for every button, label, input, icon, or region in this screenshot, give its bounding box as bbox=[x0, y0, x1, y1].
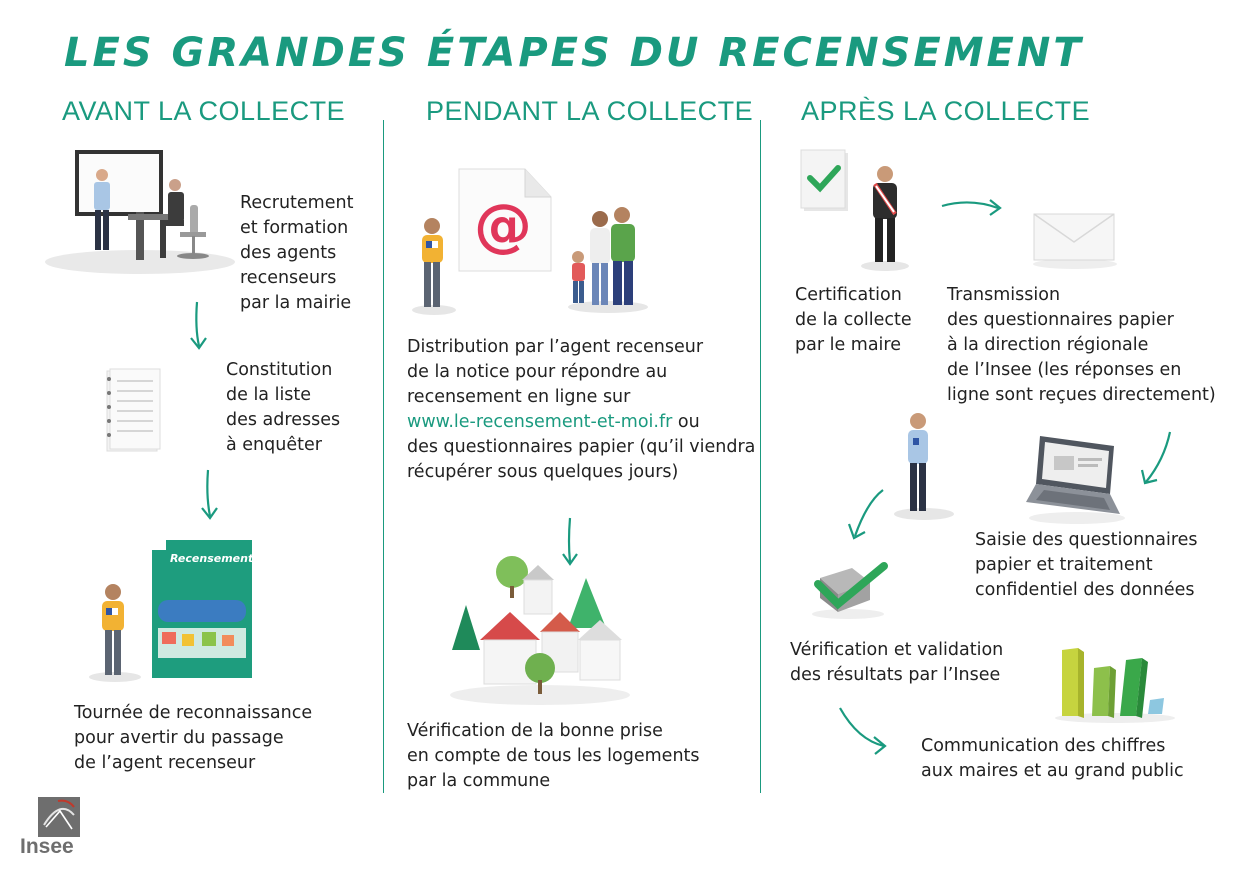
village-illustration bbox=[440, 550, 640, 710]
step-housing-check: Vérification de la bonne prise en compte de tous les logements par la commune bbox=[407, 721, 700, 791]
mayor-figure bbox=[860, 162, 910, 272]
checkmark-document-icon bbox=[800, 148, 852, 214]
census-website-link[interactable]: www.le-recensement-et-moi.fr bbox=[407, 412, 673, 432]
step-validation: Vérification et validation des résultats par l’Insee bbox=[790, 640, 1004, 685]
distribution-text: ou bbox=[672, 412, 700, 432]
poster-title: Recensement bbox=[170, 552, 254, 565]
family-figure bbox=[562, 203, 652, 313]
arrow-icon bbox=[845, 488, 887, 546]
insee-logo bbox=[18, 797, 82, 859]
step-communication: Communication des chiffres aux maires et au grand public bbox=[921, 736, 1184, 781]
step-reconnaissance: Tournée de reconnaissance pour avertir du passage de l’agent recenseur bbox=[74, 703, 313, 773]
page-title: LES GRANDES ÉTAPES DU RECENSEMENT bbox=[64, 30, 1084, 76]
arrow-icon bbox=[185, 300, 215, 355]
step-recruitment: Recrutement et formation des agents recenseurs par la mairie bbox=[240, 193, 354, 313]
column-header-during: PENDANT LA COLLECTE bbox=[426, 96, 754, 126]
validation-check-icon bbox=[808, 560, 890, 620]
envelope-icon bbox=[1030, 210, 1120, 270]
arrow-icon bbox=[838, 706, 890, 752]
step-distribution bbox=[407, 335, 755, 485]
arrow-icon bbox=[198, 468, 228, 523]
census-poster bbox=[152, 540, 252, 678]
step-address-list: Constitution de la liste des adresses à enquêter bbox=[226, 360, 341, 455]
step-certification: Certification de la collecte par le maire bbox=[795, 285, 912, 355]
column-header-after: APRÈS LA COLLECTE bbox=[801, 96, 1091, 126]
training-illustration bbox=[40, 150, 240, 275]
insee-logo-mark bbox=[38, 797, 80, 837]
column-header-before: AVANT LA COLLECTE bbox=[62, 96, 346, 126]
arrow-icon bbox=[1138, 430, 1178, 488]
svg-text:@: @ bbox=[474, 191, 532, 259]
insee-logo-text: Insee bbox=[20, 835, 74, 858]
agent-figure bbox=[410, 215, 460, 315]
distribution-text: des questionnaires papier (qu’il viendra récupérer sous quelques jours) bbox=[407, 437, 756, 482]
agent-figure bbox=[896, 410, 956, 522]
at-sign-document-icon bbox=[455, 165, 555, 275]
agent-figure bbox=[85, 582, 145, 682]
column-divider bbox=[383, 120, 384, 793]
column-divider bbox=[760, 120, 761, 793]
arrow-icon bbox=[940, 196, 1005, 221]
address-list-icon bbox=[95, 367, 165, 455]
distribution-text: Distribution par l’agent recenseur de la notice pour répondre au recensement en ligne sur bbox=[407, 337, 704, 407]
bar-chart-icon bbox=[1050, 642, 1180, 724]
step-transmission: Transmission des questionnaires papier à la direction régionale de l’Insee (les réponses en ligne sont reçues directement) bbox=[947, 285, 1216, 405]
step-data-entry: Saisie des questionnaires papier et traitement confidentiel des données bbox=[975, 530, 1198, 600]
laptop-icon bbox=[1022, 432, 1127, 527]
